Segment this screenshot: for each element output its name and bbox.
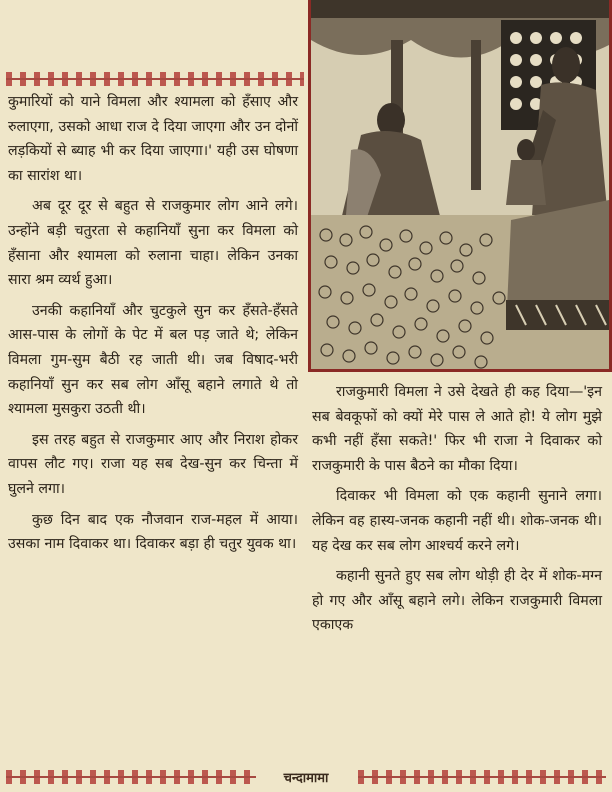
left-paragraph-1: कुमारियों को याने विमला और श्यामला को हँसाए और रुलाएगा, उसको आधा राज दे दिया जाएगा और उन दोनों लड़कियों से ब्याह भी कर दिया जाएगा।' यही उस घोषणा का सारांश था। [8, 94, 298, 184]
illustration-svg [311, 0, 609, 369]
left-paragraph-3: उनकी कहानियाँ और चुटकुले सुन कर हँसते-हँसते आस-पास के लोगों के पेट में बल पड़ जाते थे; लेकिन विमला गुम-सुम बैठी रह जाती थी। जब विषाद-भरी कहानियाँ सुन कर सब लोग आँसू बहाने लगाते थे तो श्यामला मुसकुरा उठती थी। [8, 302, 298, 418]
top-border-ornament [6, 72, 304, 86]
left-text-column [8, 90, 298, 563]
right-paragraph-1: राजकुमारी विमला ने उसे देखते ही कह दिया—'इन सब बेवकूफों को क्यों मेरे पास ले आते हो! ये लोग मुझे कभी नहीं हँसा सकते!' फिर भी राजा ने दिवाकर को राजकुमारी के पास बैठने का मौका दिया। [312, 384, 602, 474]
left-paragraph-2: अब दूर दूर से बहुत से राजकुमार लोग आने लगे। उन्होंने बड़ी चतुरता से कहानियाँ सुना कर विमला को हँसाना और श्यामला को रुलाना चाहा। लेकिन उनका सारा श्रम व्यर्थ हुआ। [8, 198, 298, 289]
right-paragraph-2: दिवाकर भी विमला को एक कहानी सुनाने लगा। लेकिन वह हास्य-जनक कहानी नहीं थी। शोक-जनक थी। यह देख कर सब लोग आश्चर्य करने लगे। [312, 488, 602, 554]
right-text-column [312, 380, 602, 644]
court-scene-illustration [308, 0, 612, 372]
right-paragraph-3: कहानी सुनते हुए सब लोग थोड़ी ही देर में शोक-मग्न हो गए और आँसू बहाने लगे। लेकिन राजकुमारी विमला एकाएक [312, 568, 602, 634]
left-paragraph-5: कुछ दिन बाद एक नौजवान राज-महल में आया। उसका नाम दिवाकर था। दिवाकर बड़ा ही चतुर युवक था। [8, 511, 298, 553]
left-paragraph-4: इस तरह बहुत से राजकुमार आए और निराश होकर वापस लौट गए। राजा यह सब देख-सुन कर चिन्ता में घुलने लगा। [8, 431, 298, 497]
magazine-footer-title: चन्दामामा [283, 771, 329, 786]
